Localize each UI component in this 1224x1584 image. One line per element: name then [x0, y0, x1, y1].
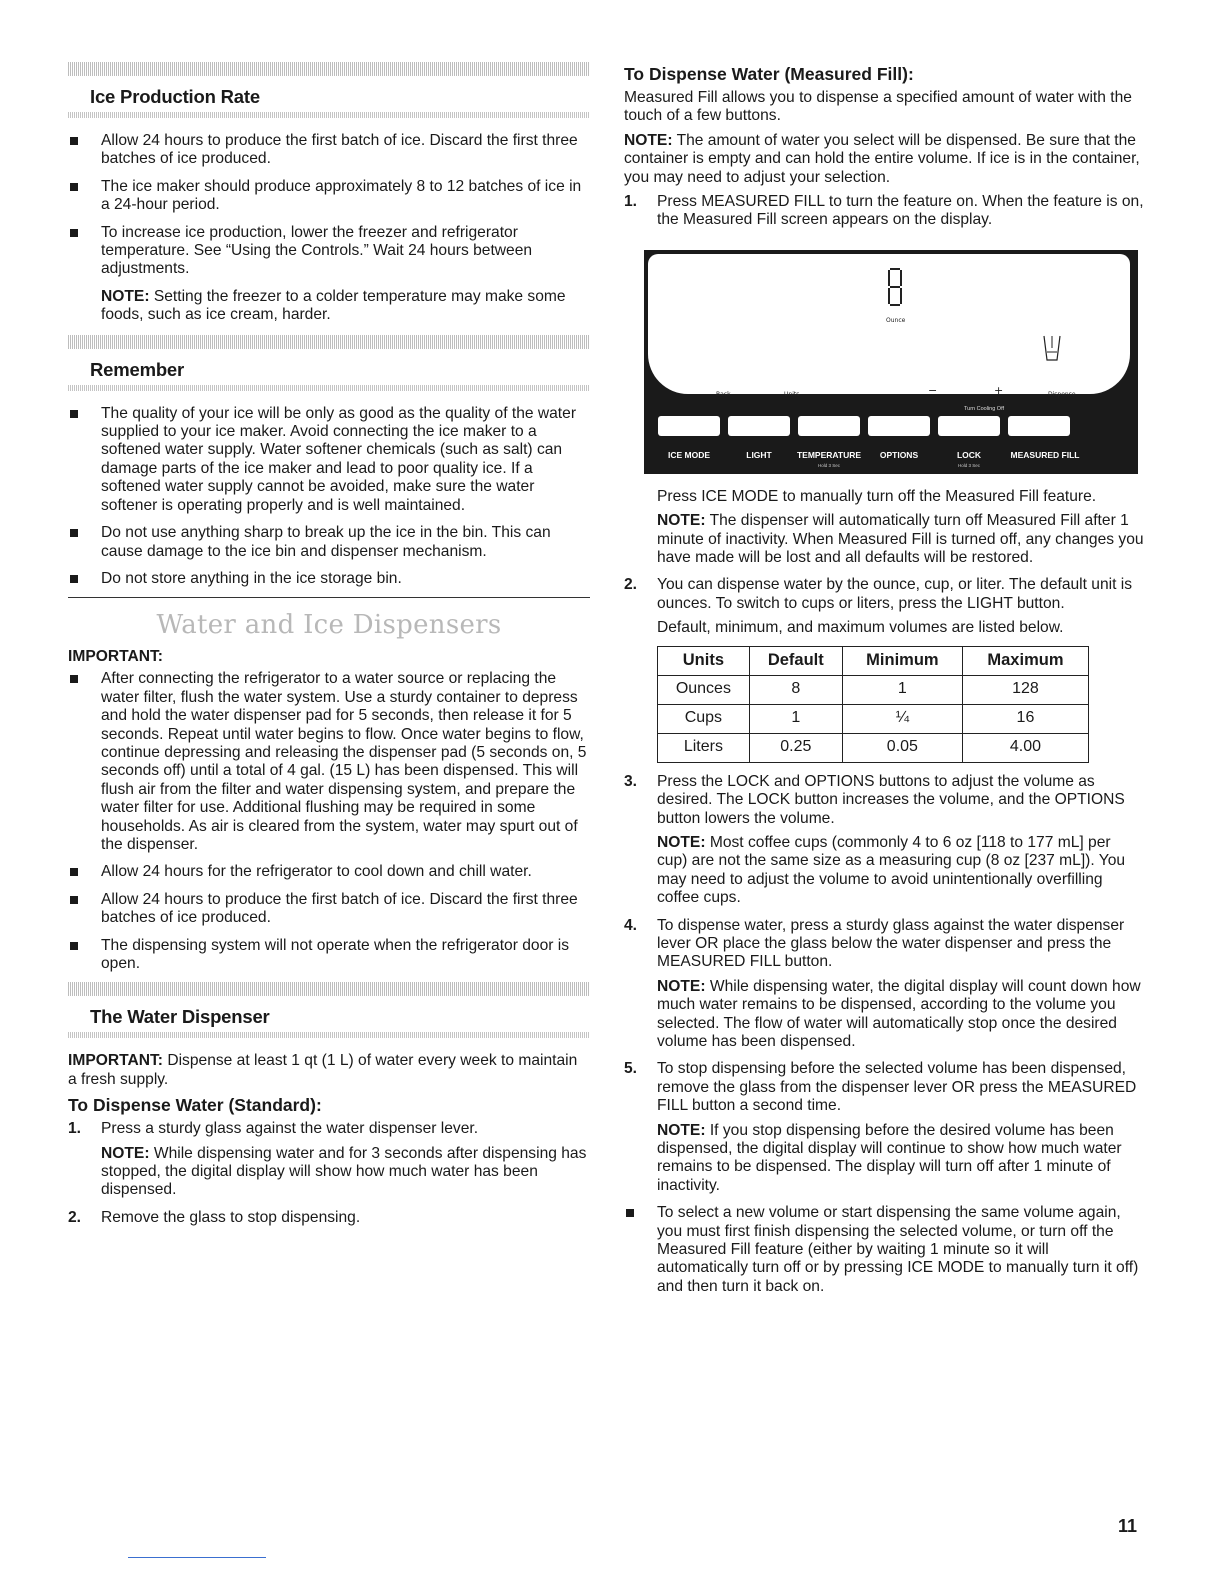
measured-fill-label: MEASURED FILL [1010, 449, 1080, 460]
table-cell: ¼ [842, 704, 962, 733]
options-button[interactable] [868, 416, 930, 436]
subheading-measured-fill: To Dispense Water (Measured Fill): [624, 64, 914, 84]
step-item: 2. Remove the glass to stop dispensing. [68, 1208, 361, 1226]
divider [68, 597, 590, 598]
cooling-label: Turn Cooling Off [964, 405, 1005, 412]
table-header: Maximum [962, 646, 1088, 675]
intro: Measured Fill allows you to dispense a specified amount of water with the touch of a few buttons. [624, 89, 1132, 125]
table-cell: 16 [962, 704, 1088, 733]
table-cell: 4.00 [962, 733, 1088, 762]
seven-segment-digit [888, 268, 902, 306]
paragraph: Press ICE MODE to manually turn off the Measured Fill feature. [657, 487, 1097, 505]
step-item: 2. You can dispense water by the ounce, cup, or liter. The default unit is ounces. To switch to cups or liters, press the LIGHT button. Default, minimum, and maximum volumes are listed below. Units Default Minimum Maximum Ounces 8 1 128 Cups 1 ¼ 16 Liters 0.25 0.05 4.00 [624, 576, 1144, 762]
bullet-icon [70, 229, 78, 237]
bullet-icon [70, 137, 78, 145]
footer-line [128, 1557, 266, 1558]
section-bar [68, 112, 590, 118]
table-cell: 0.05 [842, 733, 962, 762]
light-label: LIGHT [746, 449, 772, 460]
minus-label: − [928, 383, 938, 397]
standard-steps [68, 1120, 590, 1227]
remember-list [68, 405, 590, 589]
list-item: Allow 24 hours for the refrigerator to cool down and chill water. [68, 863, 590, 881]
note: NOTE: Setting the freezer to a colder temperature may make some foods, such as ice cream, harder. [101, 287, 566, 324]
temperature-label: TEMPERATURE [796, 449, 862, 460]
table-row [658, 675, 1089, 704]
section-title-ice-rate: Ice Production Rate [90, 86, 260, 107]
bullet-icon [70, 575, 78, 583]
table-cell: 0.25 [749, 733, 842, 762]
table-cell: Cups [658, 704, 750, 733]
section-bar [68, 1032, 590, 1038]
table-cell: Ounces [658, 675, 750, 704]
plus-label: + [994, 383, 1004, 397]
table-header: Units [658, 646, 750, 675]
section-bar [68, 335, 590, 349]
back-label: Back [716, 390, 731, 398]
subheading-standard: To Dispense Water (Standard): [68, 1095, 322, 1116]
ice-mode-label: ICE MODE [667, 449, 711, 460]
cup-icon [1042, 334, 1062, 362]
lock-button[interactable] [938, 416, 1000, 436]
page-number: 11 [1118, 1516, 1138, 1536]
table-cell: 1 [749, 704, 842, 733]
ice-mode-button[interactable] [658, 416, 720, 436]
list-item: Allow 24 hours to produce the first batch of ice. Discard the first three batches of ice produced. [68, 132, 590, 169]
measured-fill-button[interactable] [1008, 416, 1070, 436]
measured-steps [624, 193, 1144, 1195]
note: NOTE: Most coffee cups (commonly 4 to 6 oz [118 to 177 mL] per cup) are not the same size as a measuring cup (8 oz [237 mL]). You may need to adjust the volume to avoid unintentionally overfilling coffee cups. [657, 833, 1126, 907]
table-header: Minimum [842, 646, 962, 675]
bullet-icon [70, 410, 78, 418]
table-cell: 128 [962, 675, 1088, 704]
note: NOTE: The dispenser will automatically turn off Measured Fill after 1 minute of inactivity. When Measured Fill is turned off, any changes you have made will be lost and all defaults will be restored. [657, 512, 1144, 567]
list-item: To increase ice production, lower the freezer and refrigerator temperature. See “Using the Controls.” Wait 24 hours between adjustments. [68, 224, 590, 279]
bullet-icon [70, 675, 78, 683]
section-title-remember: Remember [90, 358, 185, 380]
note: NOTE: If you stop dispensing before the desired volume has been dispensed, the digital display will continue to show how much water remains to be dispensed. The display will turn off after 1 minute of inactivity. [657, 1121, 1122, 1194]
list-item: The quality of your ice will be only as good as the quality of the water supplied to your ice maker. Avoid connecting the ice maker to a softened water supply. Water softener chemicals (such as salt) can damage parts of the ice maker and lead to poor quality ice. If a softened water supply cannot be avoided, make sure the water softener is operating properly and is well maintained. [68, 405, 590, 515]
step-item: 4. To dispense water, press a sturdy glass against the water dispenser lever OR place the glass below the water dispenser and press the MEASURED FILL button. NOTE: While dispensing water, the digital display will count down how much water remains to be dispensed, according to the volume you selected. The flow of water will automatically stop once the desired volume has been dispensed. [624, 917, 1144, 1052]
note: NOTE: The amount of water you select will be dispensed. Be sure that the container is empty and can hold the entire volume. If ice is in the container, you may need to adjust your selection. [624, 131, 1140, 186]
control-panel-illustration [644, 250, 1138, 474]
note: NOTE: While dispensing water and for 3 seconds after dispensing has stopped, the digital display will show how much water has been dispensed. [101, 1144, 587, 1199]
bullet-icon [70, 529, 78, 537]
right-column [624, 62, 1144, 1305]
bullet-icon [70, 183, 78, 191]
volume-table [657, 646, 1089, 763]
step-item: 1. Press a sturdy glass against the water dispenser lever. NOTE: While dispensing water and for 3 seconds after dispensing has stopped, the digital display will show how much water has been dispensed. [68, 1120, 590, 1200]
final-list [624, 1204, 1144, 1296]
list-item: After connecting the refrigerator to a water source or replacing the water filter, flush the water system. Use a sturdy container to depress and hold the water dispenser pad for 5 seconds, then release it for 5 seconds. Repeat until water begins to flow. Once water begins to flow, continue depressing and releasing the dispenser pad (5 seconds on, 5 seconds off) until a total of 4 gal. (15 L) has been dispensed. This will flush air from the filter and water dispensing system, and prepare the water filter for use. Additional flushing may be required in some households. As air is cleared from the system, water may spurt out of the dispenser. [68, 670, 590, 854]
step-item: 5. To stop dispensing before the selected volume has been dispensed, remove the glass from the dispenser lever OR press the MEASURED FILL button a second time. NOTE: If you stop dispensing before the desired volume has been dispensed, the digital display will continue to show how much water remains to be dispensed. The display will turn off after 1 minute of inactivity. [624, 1060, 1144, 1195]
note: NOTE: While dispensing water, the digital display will count down how much water remains to be dispensed, according to the volume you selected. The flow of water will automatically stop once the desired volume has been dispensed. [657, 977, 1141, 1050]
bullet-icon [70, 896, 78, 904]
chapter-title: Water and Ice Dispensers [156, 610, 502, 641]
list-item: Allow 24 hours to produce the first batch of ice. Discard the first three batches of ice produced. [68, 891, 590, 928]
section-title-water-dispenser: The Water Dispenser [90, 1006, 270, 1028]
bullet-icon [70, 868, 78, 876]
lock-label: LOCK [956, 449, 982, 460]
paragraph: Default, minimum, and maximum volumes are listed below. [657, 619, 1064, 637]
hold-label: Hold 3 Sec [817, 462, 840, 468]
options-label: OPTIONS [879, 449, 919, 460]
step-item: 3. Press the LOCK and OPTIONS buttons to adjust the volume as desired. The LOCK button increases the volume, and the OPTIONS button lowers the volume. NOTE: Most coffee cups (commonly 4 to 6 oz [118 to 177 mL] per cup) are not the same size as a measuring cup (8 oz [237 mL]). You may need to adjust the volume to avoid unintentionally overfilling coffee cups. [624, 773, 1144, 908]
table-row [658, 704, 1089, 733]
section-bar [68, 385, 590, 391]
dispensers-list [68, 670, 590, 973]
table-row [658, 733, 1089, 762]
important-paragraph: IMPORTANT: Dispense at least 1 qt (1 L) of water every week to maintain a fresh supply. [68, 1052, 578, 1088]
light-button[interactable] [728, 416, 790, 436]
list-item: To select a new volume or start dispensing the same volume again, you must first finish dispensing the selected volume, or turn off the Measured Fill feature (either by waiting 1 minute so it will automatically turn off or by pressing ICE MODE to manually turn it off) and then turn it back on. [624, 1204, 1144, 1296]
units-label: Units [784, 390, 800, 398]
table-cell: Liters [658, 733, 750, 762]
table-header: Default [749, 646, 842, 675]
list-item: Do not use anything sharp to break up the ice in the bin. This can cause damage to the ice bin and dispenser mechanism. [68, 524, 590, 561]
bullet-icon [70, 942, 78, 950]
display-screen [648, 254, 1130, 398]
list-item: The ice maker should produce approximately 8 to 12 batches of ice in a 24-hour period. [68, 178, 590, 215]
important-label: IMPORTANT: [68, 648, 163, 666]
ounce-label: Ounce [886, 316, 906, 324]
ice-rate-list [68, 132, 590, 279]
left-column [68, 62, 590, 1236]
table-cell: 8 [749, 675, 842, 704]
dispense-label: Dispense [1048, 390, 1076, 398]
section-bar [68, 982, 590, 996]
step-item: 1. Press MEASURED FILL to turn the feature on. When the feature is on, the Measured Fill screen appears on the display. Ounce Back Units − + Dispense Turn Cooling Off ICE MODE LIGHT TEMPERATURE OPTIONS LOCK MEASURED FILL Hold 3 Sec Hold 3 Sec Press ICE MODE to manually turn off the Measured Fill feature. NOTE: The dispenser will automatically turn off Measured Fill after 1 minute of inactivity. When Measured Fill is turned off, any changes you have made will be lost and all defaults will be restored. [624, 193, 1144, 567]
temperature-button[interactable] [798, 416, 860, 436]
table-cell: 1 [842, 675, 962, 704]
bullet-icon [626, 1209, 634, 1217]
section-bar [68, 62, 590, 76]
list-item: The dispensing system will not operate when the refrigerator door is open. [68, 937, 590, 974]
hold-label: Hold 3 Sec [957, 462, 980, 468]
list-item: Do not store anything in the ice storage bin. [68, 570, 590, 588]
table-header-row [658, 646, 1089, 675]
